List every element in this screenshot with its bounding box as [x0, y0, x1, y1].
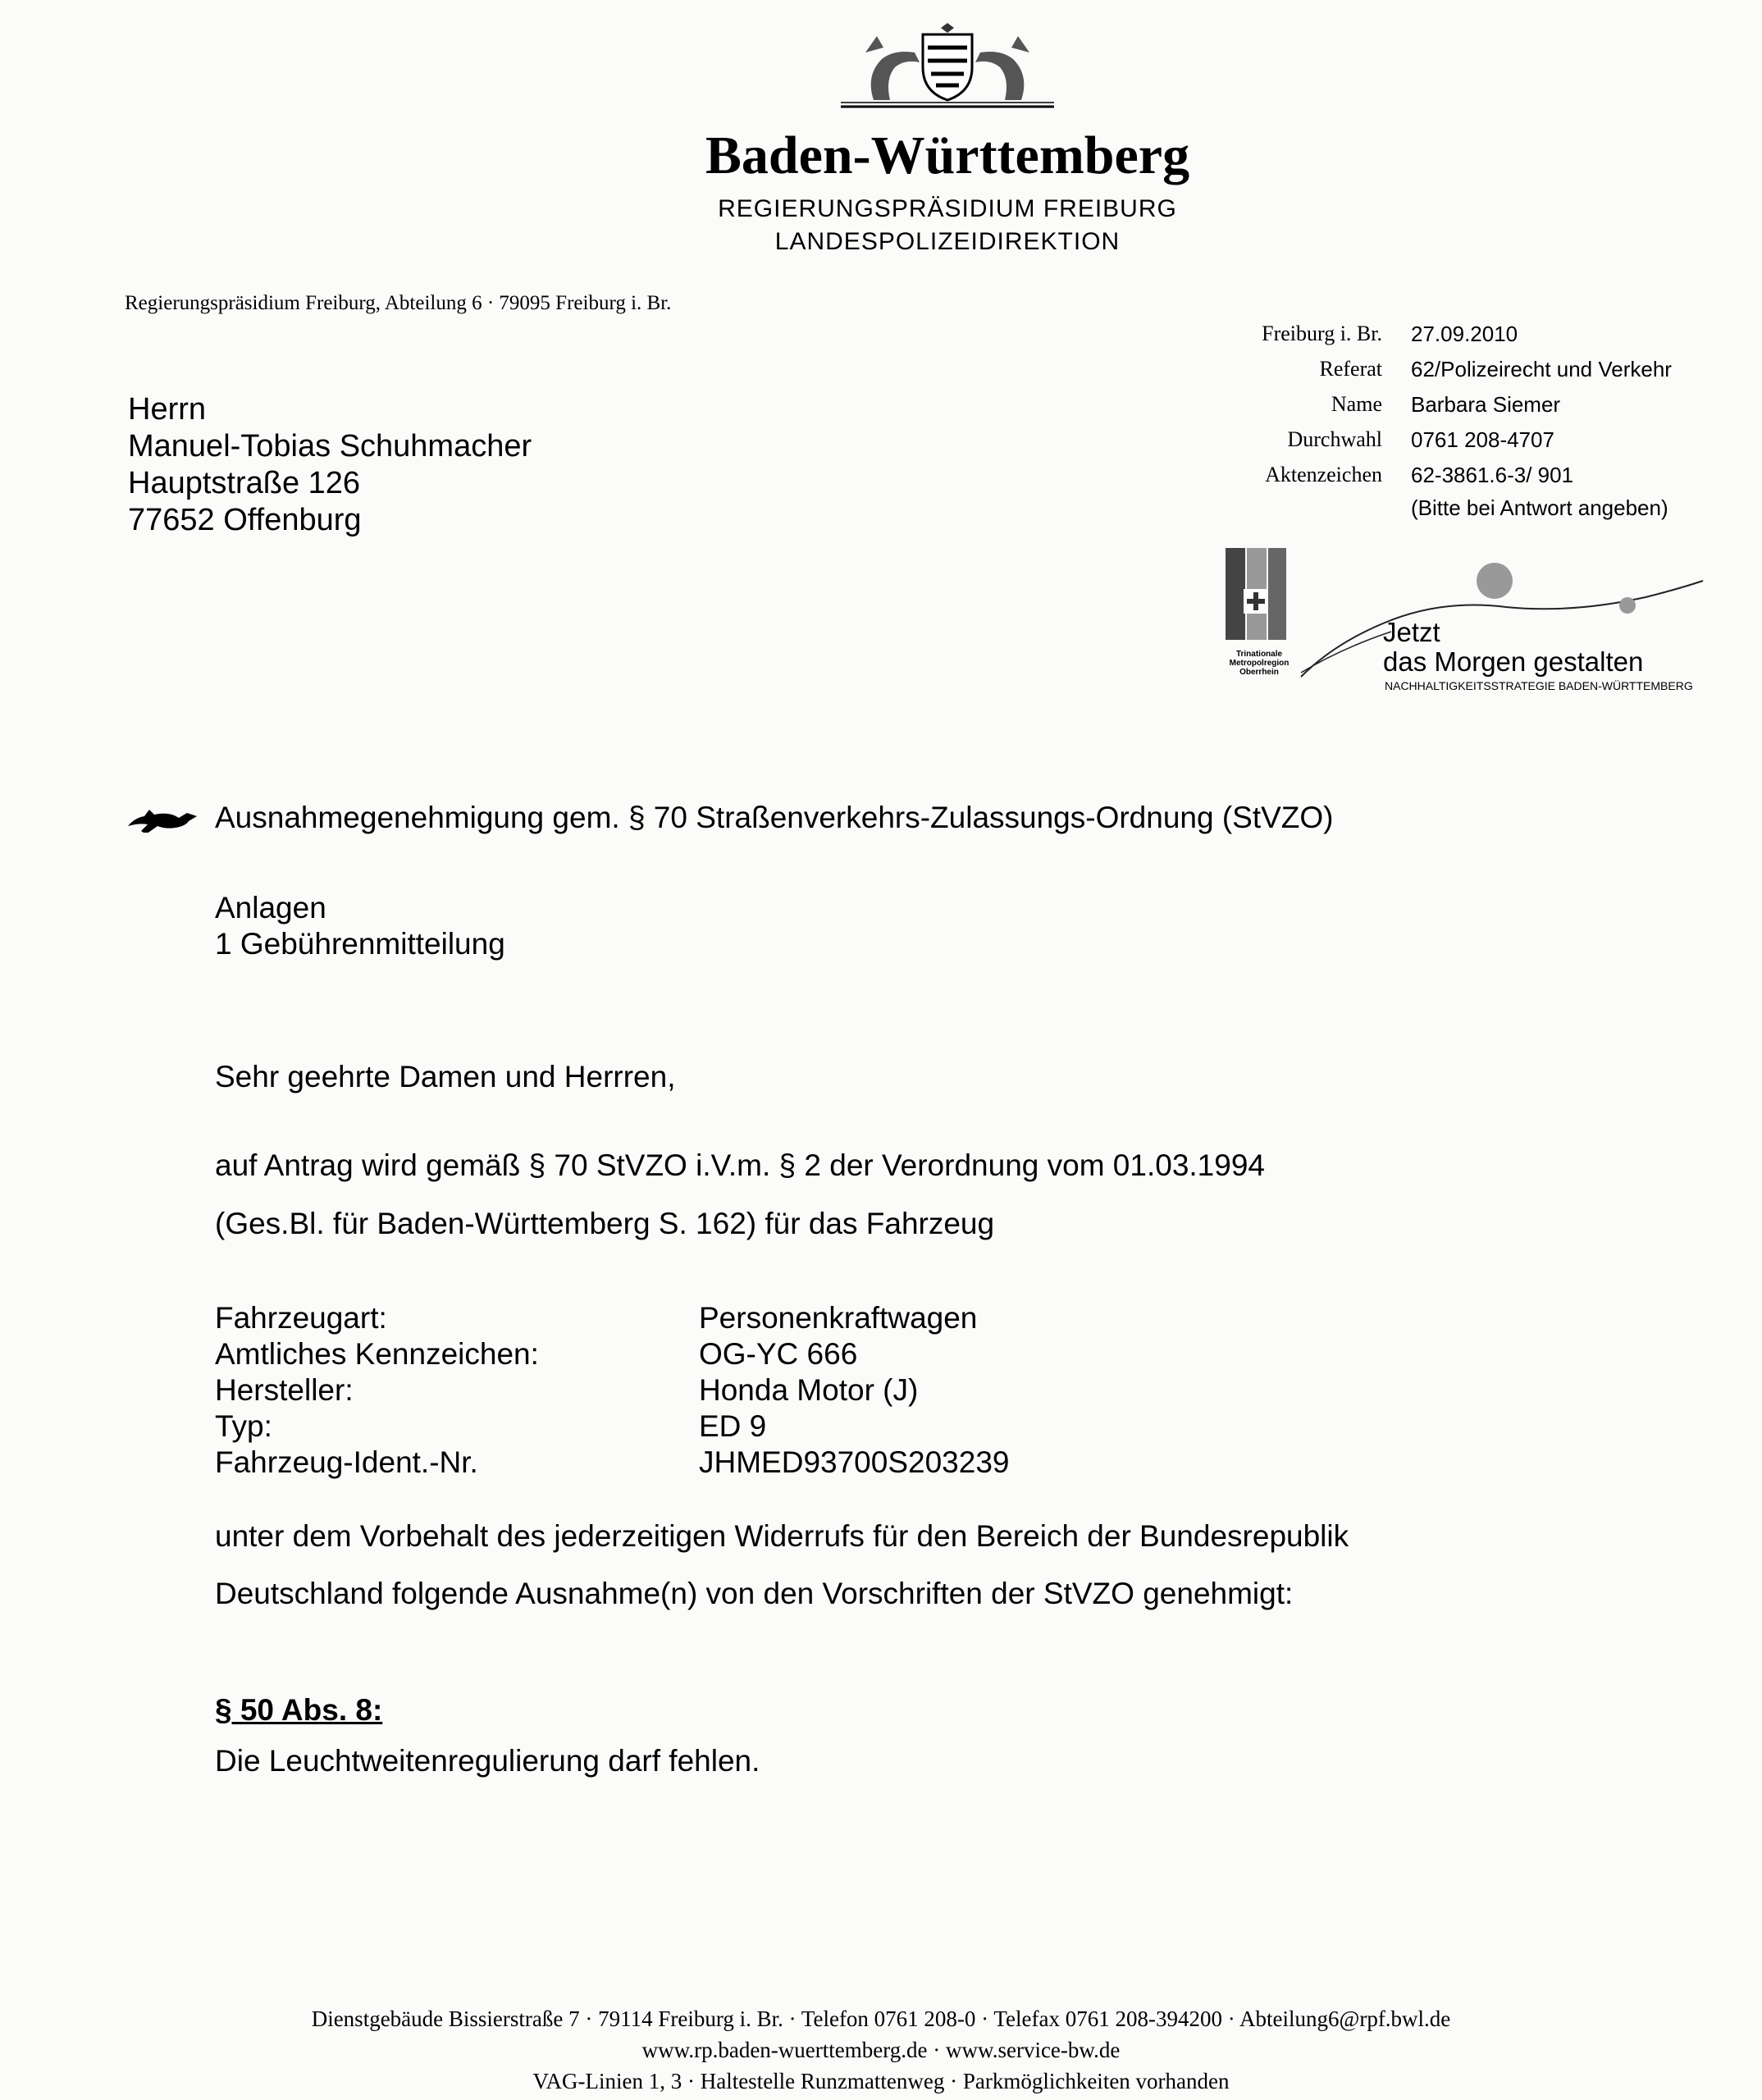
meta-label: Referat — [1319, 357, 1382, 381]
lion-icon — [126, 806, 200, 833]
greeting: Sehr geehrte Damen und Herrren, — [215, 1060, 676, 1093]
meta-row-name — [1148, 392, 1755, 428]
footer-line-2: www.rp.baden-wuerttemberg.de · www.service-bw.de — [641, 2038, 1121, 2062]
meta-label: Name — [1331, 392, 1382, 416]
recipient-city: 77652 Offenburg — [128, 503, 362, 537]
slogan-line-2: das Morgen gestalten — [1383, 646, 1644, 677]
slogan-line-1: Jetzt — [1383, 617, 1440, 647]
sender-line: Regierungspräsidium Freiburg, Abteilung 6 · 79095 Freiburg i. Br. — [125, 292, 672, 314]
division-name: LANDESPOLIZEIDIREKTION — [774, 228, 1121, 255]
meta-value: 62-3861.6-3/ 901 — [1411, 463, 1574, 487]
meta-row-aktenzeichen — [1148, 463, 1755, 499]
meta-value: 27.09.2010 — [1411, 322, 1518, 346]
meta-row-durchwahl — [1148, 427, 1755, 463]
vehicle-label: Fahrzeugart: — [215, 1301, 387, 1335]
meta-value: Barbara Siemer — [1411, 392, 1561, 417]
letter-subject: Ausnahmegenehmigung gem. § 70 Straßenverkehrs-Zulassungs-Ordnung (StVZO) — [215, 801, 1334, 834]
paragraph-1-line-2: (Ges.Bl. für Baden-Württemberg S. 162) für das Fahrzeug — [215, 1207, 995, 1240]
meta-value: 62/Polizeirecht und Verkehr — [1411, 357, 1672, 381]
meta-label: Freiburg i. Br. — [1262, 322, 1382, 345]
vehicle-value: Honda Motor (J) — [699, 1373, 919, 1407]
meta-label: Aktenzeichen — [1265, 463, 1382, 486]
vehicle-value: JHMED93700S203239 — [699, 1445, 1010, 1479]
trinational-label: Trinationale Metropolregion Oberrhein — [1229, 650, 1290, 677]
section-text: Die Leuchtweitenregulierung darf fehlen. — [215, 1744, 760, 1778]
vehicle-label: Hersteller: — [215, 1373, 354, 1407]
meta-label: Durchwahl — [1287, 427, 1382, 451]
vehicle-label: Amtliches Kennzeichen: — [215, 1337, 539, 1371]
recipient-salutation: Herrn — [128, 392, 207, 427]
reference-hint: (Bitte bei Antwort angeben) — [1411, 495, 1668, 520]
attachments-item: 1 Gebührenmitteilung — [215, 927, 505, 961]
coat-of-arms-icon — [841, 20, 1054, 110]
footer-line-3: VAG-Linien 1, 3 · Haltestelle Runzmattenweg · Parkmöglichkeiten vorhanden — [532, 2069, 1230, 2093]
logo-block — [1222, 541, 1747, 705]
meta-row-referat — [1148, 357, 1755, 393]
recipient-street: Hauptstraße 126 — [128, 466, 361, 500]
vehicle-value: Personenkraftwagen — [699, 1301, 978, 1335]
paragraph-1-line-1: auf Antrag wird gemäß § 70 StVZO i.V.m. § 2 der Verordnung vom 01.03.1994 — [215, 1148, 1265, 1182]
strategy-label: NACHHALTIGKEITSSTRATEGIE BADEN-WÜRTTEMBERG — [1385, 679, 1693, 692]
vehicle-value: OG-YC 666 — [699, 1337, 858, 1371]
authority-name: REGIERUNGSPRÄSIDIUM FREIBURG — [718, 195, 1177, 222]
footer-line-1: Dienstgebäude Bissierstraße 7 · 79114 Freiburg i. Br. · Telefon 0761 208-0 · Telefax 0761 208-394200 · Abteilung6@rpf.bwl.de — [311, 2006, 1451, 2031]
attachments-title: Anlagen — [215, 891, 326, 924]
section-heading: § 50 Abs. 8: — [215, 1693, 383, 1727]
meta-value: 0761 208-4707 — [1411, 427, 1554, 452]
meta-row-date — [1148, 322, 1755, 358]
state-name: Baden-Württemberg — [705, 126, 1190, 185]
vehicle-value: ED 9 — [699, 1409, 767, 1443]
vehicle-label: Typ: — [215, 1409, 272, 1443]
recipient-name: Manuel-Tobias Schuhmacher — [128, 429, 532, 463]
paragraph-2-line-1: unter dem Vorbehalt des jederzeitigen Widerrufs für den Bereich der Bundesrepublik — [215, 1519, 1349, 1553]
vehicle-label: Fahrzeug-Ident.-Nr. — [215, 1445, 478, 1479]
paragraph-2-line-2: Deutschland folgende Ausnahme(n) von den Vorschriften der StVZO genehmigt: — [215, 1577, 1294, 1610]
